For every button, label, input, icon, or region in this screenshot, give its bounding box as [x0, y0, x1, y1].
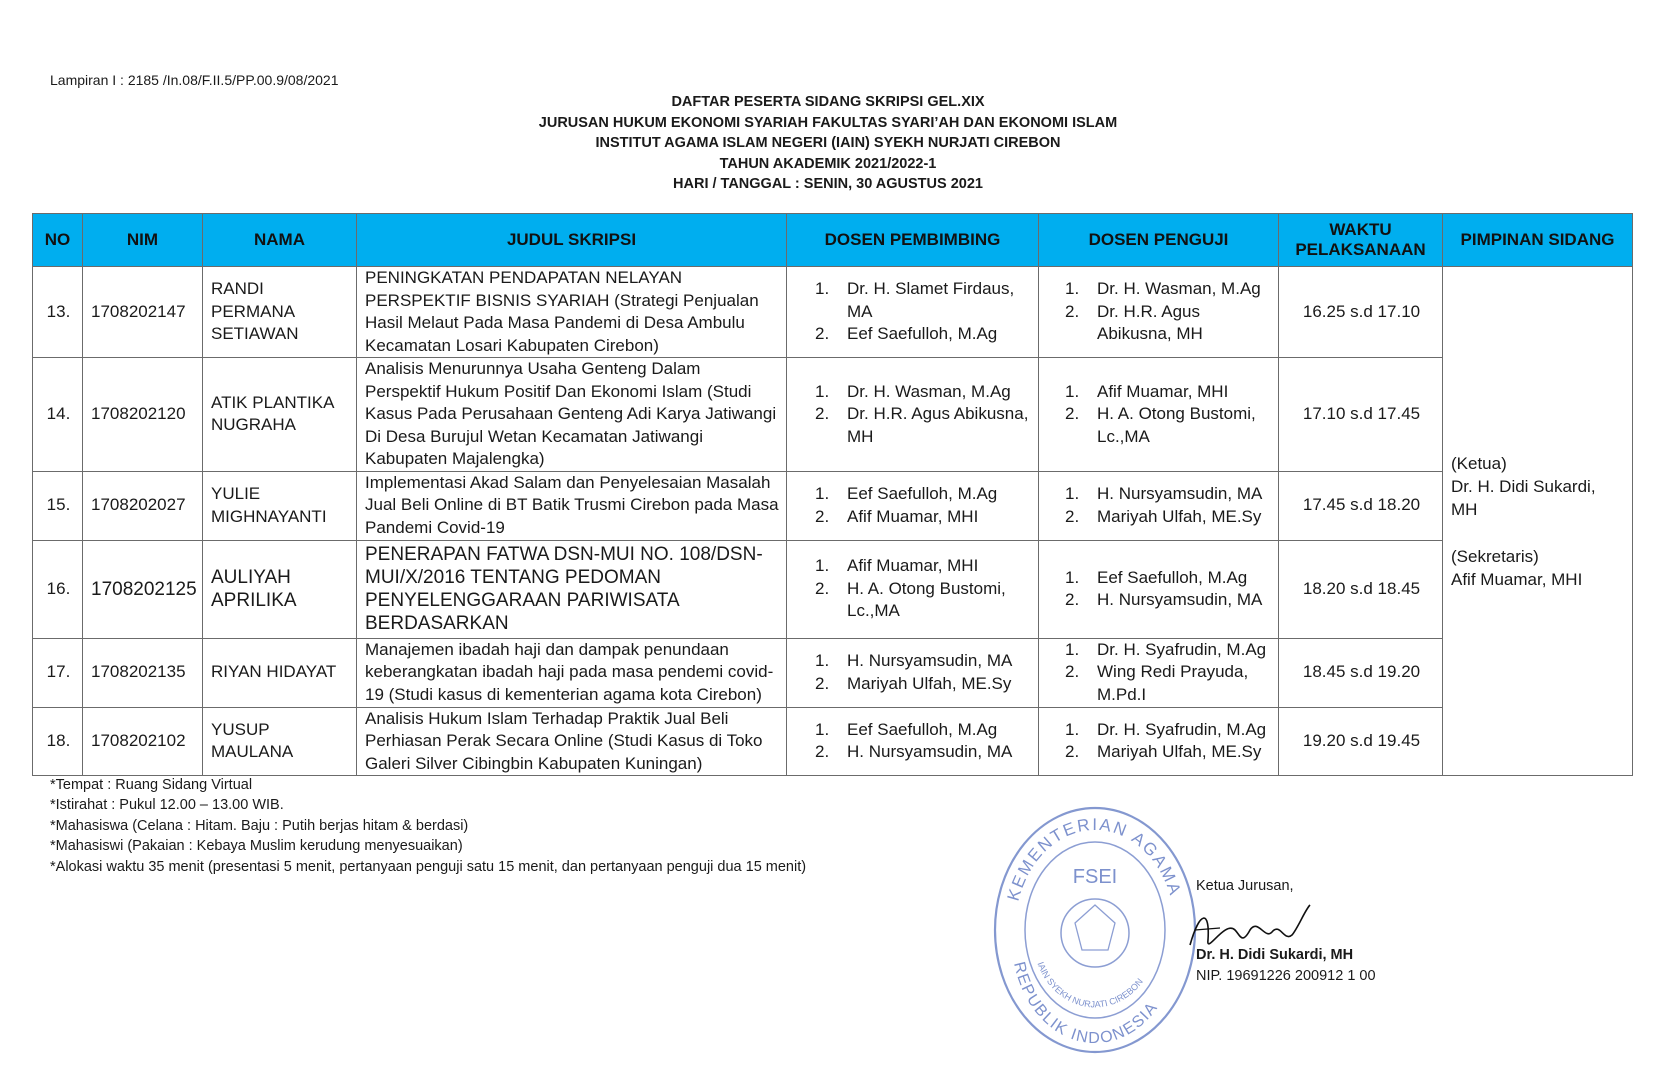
cell-nama: RANDI PERMANA SETIAWAN	[203, 267, 357, 358]
schedule-table	[32, 213, 1633, 776]
list-item: 2. Mariyah Ulfah, ME.Sy	[1065, 742, 1262, 762]
title-line: HARI / TANGGAL : SENIN, 30 AGUSTUS 2021	[673, 176, 983, 192]
signature-block	[1196, 876, 1376, 987]
cell-penguji	[1039, 638, 1279, 707]
list-item: 1. Dr. H. Syafrudin, M.Ag	[1065, 719, 1267, 739]
list-item: 1. H. Nursyamsudin, MA	[815, 651, 1013, 670]
cell-pembimbing	[787, 358, 1039, 472]
signer-name: Dr. H. Didi Sukardi, MH	[1196, 947, 1354, 963]
stamp-text-top: KEMENTERIAN AGAMA	[1003, 814, 1186, 904]
cell-penguji	[1039, 707, 1279, 776]
cell-nim: 1708202027	[83, 471, 203, 540]
title-line: DAFTAR PESERTA SIDANG SKRIPSI GEL.XIX	[671, 94, 985, 110]
cell-nama: AULIYAH APRILIKA	[203, 540, 357, 638]
sekretaris-name: Afif Muamar, MHI	[1451, 569, 1583, 589]
note-item: *Alokasi waktu 35 menit (presentasi 5 menit, pertanyaan penguji satu 15 menit, dan pertanyaan penguji dua 15 menit)	[50, 858, 807, 875]
column-header-judul: JUDUL SKRIPSI	[357, 214, 787, 267]
cell-penguji	[1039, 267, 1279, 358]
table-row	[33, 707, 1633, 776]
sekretaris-label: (Sekretaris)	[1451, 546, 1539, 566]
cell-judul: Manajemen ibadah haji dan dampak penundaan keberangkatan ibadah haji pada masa pendemi covid-19 (Studi kasus di kementerian agama kota Cirebon)	[357, 638, 787, 707]
cell-waktu: 18.45 s.d 19.20	[1279, 638, 1443, 707]
list-item: 1. Eef Saefulloh, M.Ag	[815, 719, 998, 739]
cell-nama: ATIK PLANTIKA NUGRAHA	[203, 358, 357, 472]
cell-judul: Implementasi Akad Salam dan Penyelesaian Masalah Jual Beli Online di BT Batik Trusmi Cirebon pada Masa Pandemi Covid-19	[357, 471, 787, 540]
title-line: TAHUN AKADEMIK 2021/2022-1	[719, 155, 937, 172]
list-item: 1. Dr. H. Wasman, M.Ag	[815, 381, 1011, 401]
official-stamp-icon	[990, 805, 1200, 1055]
cell-nama: YULIE MIGHNAYANTI	[203, 471, 357, 540]
column-header-pimpinan: PIMPINAN SIDANG	[1443, 214, 1633, 267]
ketua-name: Dr. H. Didi Sukardi, MH	[1451, 476, 1596, 519]
cell-waktu: 17.10 s.d 17.45	[1279, 358, 1443, 472]
cell-pembimbing	[787, 267, 1039, 358]
signature-label: Ketua Jurusan,	[1196, 878, 1294, 894]
list-item: 2. H. Nursyamsudin, MA	[1065, 590, 1263, 609]
list-item: 1. Dr. H. Slamet Firdaus, MA	[815, 279, 1015, 321]
list-item: 2. Mariyah Ulfah, ME.Sy	[1065, 506, 1262, 526]
cell-penguji	[1039, 358, 1279, 472]
cell-nama: RIYAN HIDAYAT	[203, 638, 357, 707]
cell-pimpinan	[1443, 267, 1633, 776]
list-item: 1. Eef Saefulloh, M.Ag	[815, 484, 998, 503]
list-item: 1. Afif Muamar, MHI	[1065, 381, 1229, 401]
cell-waktu: 19.20 s.d 19.45	[1279, 707, 1443, 776]
cell-pembimbing	[787, 638, 1039, 707]
list-item: 2. H. A. Otong Bustomi, Lc.,MA	[1065, 404, 1256, 446]
note-item: *Tempat : Ruang Sidang Virtual	[50, 777, 253, 793]
column-header-penguji: DOSEN PENGUJI	[1039, 214, 1279, 267]
cell-penguji	[1039, 540, 1279, 638]
table-header-row	[33, 214, 1633, 267]
column-header-nama: NAMA	[203, 214, 357, 267]
list-item: 1. Eef Saefulloh, M.Ag	[1065, 567, 1248, 587]
list-item: 1. Dr. H. Wasman, M.Ag	[1065, 279, 1261, 299]
table-row	[33, 358, 1633, 472]
list-item: 1. H. Nursyamsudin, MA	[1065, 484, 1263, 503]
cell-waktu: 16.25 s.d 17.10	[1279, 267, 1443, 358]
list-item: 2. Dr. H.R. Agus Abikusna, MH	[1065, 301, 1203, 344]
stamp-text-inner: IAIN SYEKH NURJATI CIREBON	[1035, 960, 1145, 1010]
cell-no: 16.	[33, 540, 83, 638]
cell-pembimbing	[787, 540, 1039, 638]
cell-nim: 1708202135	[83, 638, 203, 707]
list-item: 2. Wing Redi Prayuda, M.Pd.I	[1065, 662, 1249, 704]
list-item: 2. H. Nursyamsudin, MA	[815, 742, 1013, 762]
cell-pembimbing	[787, 471, 1039, 540]
note-item: *Mahasiswi (Pakaian : Kebaya Muslim kerudung menyesuaikan)	[50, 838, 463, 855]
list-item: 2. Mariyah Ulfah, ME.Sy	[815, 673, 1012, 693]
column-header-no: NO	[33, 214, 83, 267]
attachment-reference: Lampiran I : 2185 /In.08/F.II.5/PP.00.9/08/2021	[50, 72, 339, 88]
cell-no: 13.	[33, 267, 83, 358]
list-item: 2. Afif Muamar, MHI	[815, 506, 979, 526]
signer-nip: NIP. 19691226 200912 1 00	[1196, 968, 1376, 984]
notes-list	[50, 775, 806, 877]
cell-waktu: 18.20 s.d 18.45	[1279, 540, 1443, 638]
note-item: *Mahasiswa (Celana : Hitam. Baju : Putih berjas hitam & berdasi)	[50, 817, 469, 834]
note-item: *Istirahat : Pukul 12.00 – 13.00 WIB.	[50, 797, 284, 814]
cell-no: 15.	[33, 471, 83, 540]
cell-no: 17.	[33, 638, 83, 707]
cell-judul: Analisis Menurunnya Usaha Genteng Dalam Perspektif Hukum Positif Dan Ekonomi Islam (Studi Kasus Pada Perusahaan Genteng Adi Karya Jatiwangi Di Desa Burujul Wetan Kecamatan Jatiwangi Kabupaten Majalengka)	[357, 358, 787, 472]
ketua-label: (Ketua)	[1451, 453, 1507, 473]
table-row	[33, 267, 1633, 358]
list-item: 2. Eef Saefulloh, M.Ag	[815, 324, 998, 344]
document-title	[0, 92, 1656, 195]
table-row	[33, 471, 1633, 540]
list-item: 2. Dr. H.R. Agus Abikusna, MH	[815, 404, 1029, 446]
column-header-pembimbing: DOSEN PEMBIMBING	[787, 214, 1039, 267]
column-header-waktu: WAKTU PELAKSANAAN	[1279, 214, 1443, 267]
title-line: JURUSAN HUKUM EKONOMI SYARIAH FAKULTAS SYARI’AH DAN EKONOMI ISLAM	[538, 114, 1118, 131]
list-item: 1. Afif Muamar, MHI	[815, 556, 979, 576]
list-item: 2. H. A. Otong Bustomi, Lc.,MA	[815, 578, 1006, 621]
cell-nama: YUSUP MAULANA	[203, 707, 357, 776]
cell-nim: 1708202120	[83, 358, 203, 472]
cell-nim: 1708202147	[83, 267, 203, 358]
cell-nim: 1708202102	[83, 707, 203, 776]
cell-no: 18.	[33, 707, 83, 776]
cell-judul: Analisis Hukum Islam Terhadap Praktik Jual Beli Perhiasan Perak Secara Online (Studi Kasus di Toko Galeri Silver Cibingbin Kabupaten Kuningan)	[357, 707, 787, 776]
svg-text:IAIN SYEKH NURJATI CIREBON	[1036, 960, 1145, 1009]
table-row	[33, 540, 1633, 638]
cell-judul: PENERAPAN FATWA DSN-MUI NO. 108/DSN-MUI/X/2016 TENTANG PEDOMAN PENYELENGGARAAN PARIWISATA BERDASARKAN	[357, 540, 787, 638]
table-row	[33, 638, 1633, 707]
cell-nim: 1708202125	[83, 540, 203, 638]
title-line: INSTITUT AGAMA ISLAM NEGERI (IAIN) SYEKH NURJATI CIREBON	[595, 135, 1061, 151]
cell-pembimbing	[787, 707, 1039, 776]
list-item: 1. Dr. H. Syafrudin, M.Ag	[1065, 639, 1267, 659]
cell-waktu: 17.45 s.d 18.20	[1279, 471, 1443, 540]
stamp-text-center: FSEI	[1072, 866, 1118, 888]
cell-no: 14.	[33, 358, 83, 472]
cell-penguji	[1039, 471, 1279, 540]
column-header-nim: NIM	[83, 214, 203, 267]
stamp-text-bottom: REPUBLIK INDONESIA	[1010, 960, 1162, 1048]
cell-judul: PENINGKATAN PENDAPATAN NELAYAN PERSPEKTIF BISNIS SYARIAH (Strategi Penjualan Hasil Melaut Pada Masa Pandemi di Desa Ambulu Kecamatan Losari Kabupaten Cirebon)	[357, 267, 787, 358]
